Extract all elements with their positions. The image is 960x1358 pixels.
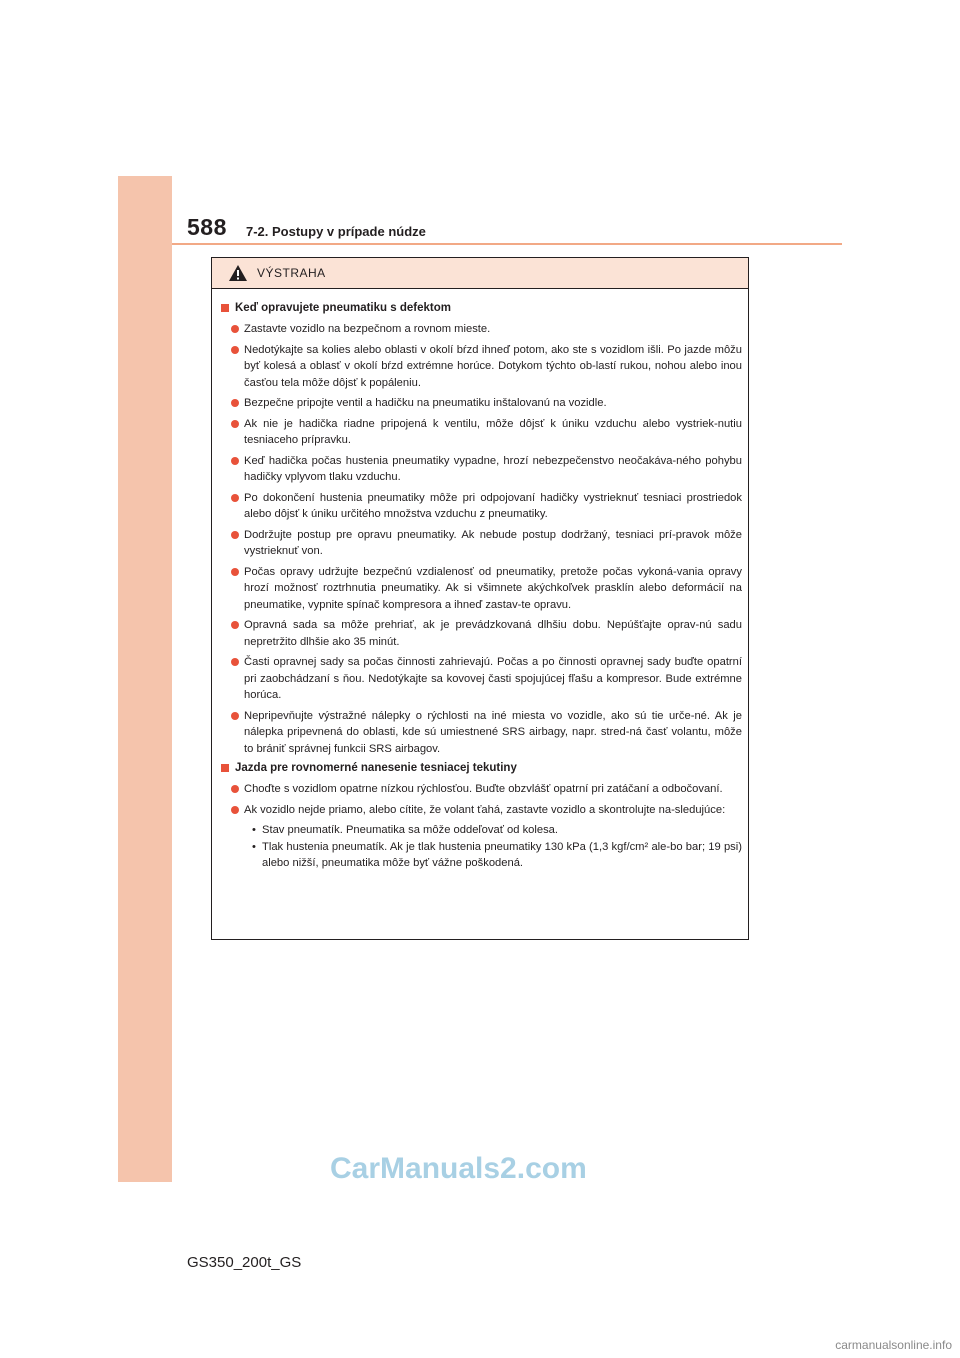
bullet-dot-icon [231,785,239,793]
list-item-text: Dodržujte postup pre opravu pneumatiky. Ak nebude postup dodržaný, tesniaci prí-pravok môže vystrieknuť von. [244,528,742,557]
section-title: 7-2. Postupy v prípade núdze [246,224,426,239]
square-bullet-icon [221,304,229,312]
sub-list-item-text: Stav pneumatík. Pneumatika sa môže oddeľovať od kolesa. [262,824,559,836]
list-item-text: Nedotýkajte sa kolies alebo oblasti v okolí bŕzd ihneď potom, ako ste s vozidlom išli. Po jazde môžu byť kolesá a oblasť v okolí bŕzd extrémne horúce. Dotykom týchto ob-lastí rukou, nohou alebo inou časťou tela môže dôjsť k popáleniu. [244,343,742,389]
bullet-dot-icon [231,457,239,465]
bullet-dot-icon [231,346,239,354]
bullet-dot-icon [231,712,239,720]
warning-box [211,257,749,940]
list-item [231,654,742,704]
section-heading [221,301,742,316]
list-item-text: Opravná sada sa môže prehriať, ak je prevádzkovaná dlhšiu dobu. Nepúšťajte oprav-nú sadu nepretržito dlhšie ako 35 minút. [244,619,742,648]
small-bullet-icon: • [252,824,256,836]
bullet-dot-icon [231,658,239,666]
list-item-text: Choďte s vozidlom opatrne nízkou rýchlosťou. Buďte obzvlášť opatrní pri zatáčaní a odbočovaní. [244,783,723,795]
side-tab-strip [118,176,172,1182]
page-number: 588 [187,214,227,240]
list-item [231,527,742,560]
bullet-dot-icon [231,325,239,333]
list-item [231,490,742,523]
sub-list-item [252,822,742,839]
list-item [231,321,742,338]
bullet-dot-icon [231,568,239,576]
footer-model-code: GS350_200t_GS [187,1254,302,1271]
list-item-text: Časti opravnej sady sa počas činnosti zahrievajú. Počas a po činnosti opravnej sady buďte opatrní pri zaobchádzaní s ňou. Nedotýkajte sa kovovej časti spojujúcej fľašu a kompresor. Bude extrémne horúca. [244,656,742,701]
warning-content [212,289,748,872]
section-heading [221,761,742,776]
warning-header [212,258,748,289]
sub-list-item-text: Tlak hustenia pneumatík. Ak je tlak hustenia pneumatiky 130 kPa (1,3 kgf/cm² ale-bo bar; 19 psi) alebo nižší, pneumatika môže byť vážne poškodená. [262,840,742,869]
bullet-dot-icon [231,806,239,814]
bullet-dot-icon [231,420,239,428]
list-item-text: Po dokončení hustenia pneumatiky môže pri odpojovaní hadičky vystrieknuť tesniaci prostriedok alebo dôjsť k úniku určitého množstva vzduchu z pneumatiky. [244,491,742,520]
list-item [231,453,742,486]
list-item [231,395,742,412]
list-item [231,564,742,614]
bullet-dot-icon [231,494,239,502]
list-item-text: Počas opravy udržujte bezpečnú vzdialenosť od pneumatiky, pretože počas vykoná-vania opravy hrozí možnosť roztrhnutia pneumatiky. Ak si všimnete akýchkoľvek prasklín alebo deformácií na pneumatike, vypnite spínač kompresora a ihneď zastav-te opravu. [244,565,742,611]
list-item-text: Zastavte vozidlo na bezpečnom a rovnom mieste. [244,323,491,335]
list-item [231,342,742,392]
section-heading-text: Keď opravujete pneumatiku s defektom [235,302,451,314]
sub-list-item [252,839,742,872]
list-item-text: Ak nie je hadička riadne pripojená k ventilu, môže dôjsť k úniku vzduchu alebo vystriek-nutiu tesniaceho prípravku. [244,417,742,446]
list-item-text: Ak vozidlo nejde priamo, alebo cítite, že volant ťahá, zastavte vozidlo a skontrolujte na-sledujúce: [244,803,726,816]
header-rule [172,243,842,245]
list-item-text: Bezpečne pripojte ventil a hadičku na pneumatiku inštalovanú na vozidle. [244,397,607,409]
list-item [231,416,742,449]
section-heading-text: Jazda pre rovnomerné nanesenie tesniacej tekutiny [235,762,517,774]
list-item [231,708,742,758]
bottom-watermark: carmanualsonline.info [835,1338,952,1352]
list-item [231,802,742,819]
square-bullet-icon [221,764,229,772]
warning-triangle-icon [228,264,248,282]
list-item [231,781,742,798]
list-item-text: Keď hadička počas hustenia pneumatiky vypadne, hrozí nebezpečenstvo neočakáva-ného pohybu hadičky vplyvom tlaku vzduchu. [244,454,742,483]
list-item-text: Nepripevňujte výstražné nálepky o rýchlosti na iné miesta vo vozidle, ako sú tie urče-né. Ak je nálepka pripevnená do oblasti, kde sú umiestnené SRS airbagy, napr. stred-ná časť volantu, môže to brániť správnej funkcii SRS airbagov. [244,709,742,755]
list-item [231,617,742,650]
bullet-dot-icon [231,399,239,407]
watermark-logo: CarManuals2.com [330,1152,587,1185]
bullet-dot-icon [231,531,239,539]
small-bullet-icon: • [252,840,256,853]
bullet-dot-icon [231,621,239,629]
warning-title: VÝSTRAHA [257,266,326,280]
